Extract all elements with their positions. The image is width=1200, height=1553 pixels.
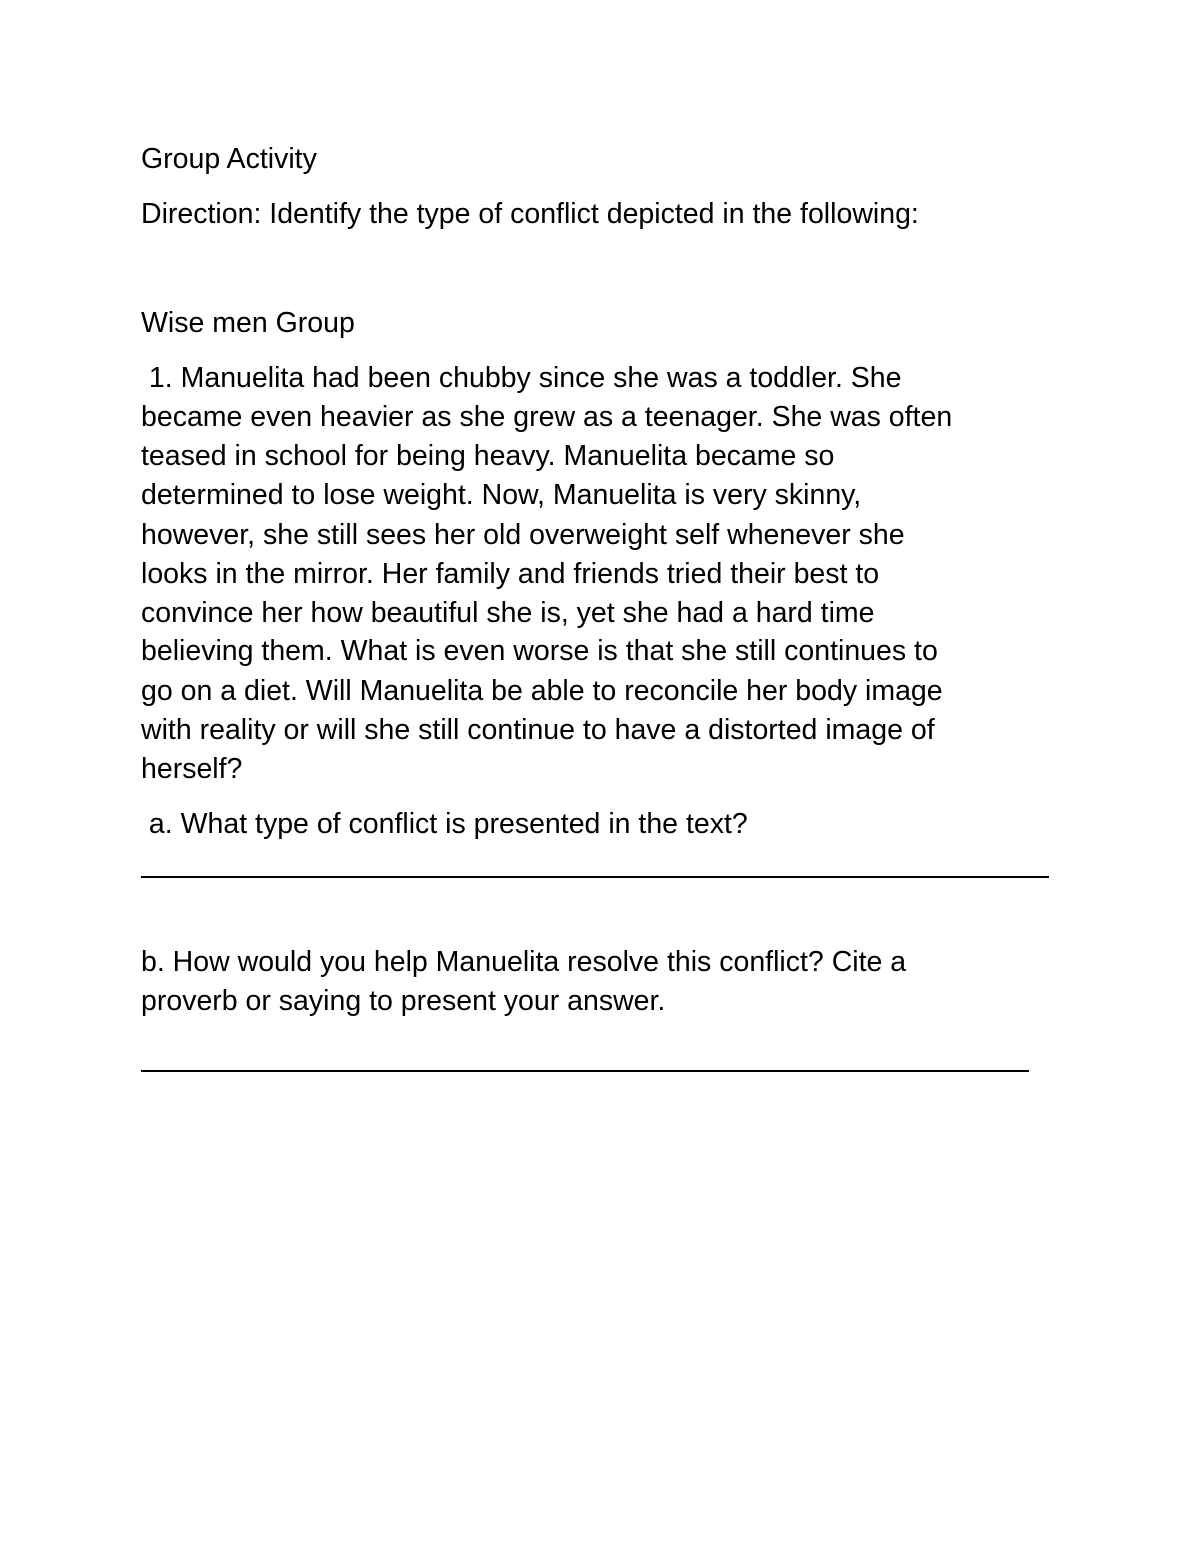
item-1-line: however, she still sees her old overweight self whenever she [141,519,905,551]
answer-line-a [141,876,1049,878]
page-title: Group Activity [141,143,317,175]
answer-line-b [141,1070,1029,1072]
question-a: a. What type of conflict is presented in the text? [141,808,748,840]
direction-text: Direction: Identify the type of conflict depicted in the following: [141,198,919,230]
item-1-line: go on a diet. Will Manuelita be able to reconcile her body image [141,675,943,707]
item-1-line: herself? [141,753,243,785]
item-1-line: convince her how beautiful she is, yet she had a hard time [141,597,875,629]
item-1-line: with reality or will she still continue to have a distorted image of [141,714,935,746]
question-b-line: b. How would you help Manuelita resolve this conflict? Cite a [141,946,907,978]
item-1-line: believing them. What is even worse is that she still continues to [141,635,938,667]
item-1-line: teased in school for being heavy. Manuelita became so [141,440,835,472]
question-b-line: proverb or saying to present your answer. [141,985,666,1017]
item-1-line: looks in the mirror. Her family and friends tried their best to [141,558,880,590]
item-1-line: became even heavier as she grew as a teenager. She was often [141,401,953,433]
item-1-line: determined to lose weight. Now, Manuelita is very skinny, [141,479,862,511]
group-name: Wise men Group [141,307,355,339]
item-1-line: 1. Manuelita had been chubby since she was a toddler. She [141,362,902,394]
